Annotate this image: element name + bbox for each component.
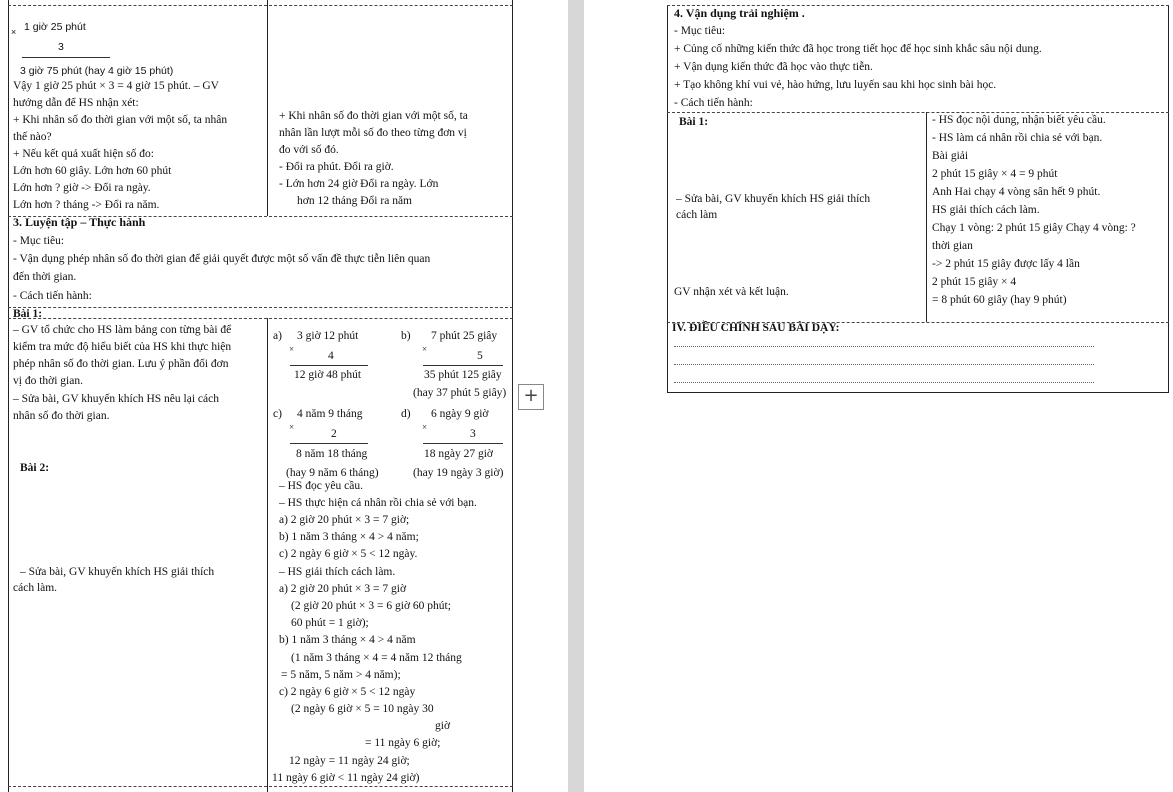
add-button[interactable]: + bbox=[518, 384, 544, 410]
section-heading: IV. ĐIỀU CHỈNH SAU BÀI DẠY: bbox=[672, 322, 840, 334]
calc-rule bbox=[423, 365, 503, 366]
page-right bbox=[584, 0, 1173, 792]
blank-line bbox=[674, 346, 1094, 347]
calc-factor: 4 bbox=[328, 350, 334, 362]
row-divider bbox=[8, 5, 513, 6]
calc-rule bbox=[290, 443, 368, 444]
text-line: – Sửa bài, GV khuyến khích HS nêu lại cách bbox=[13, 393, 219, 405]
calc-result: 12 giờ 48 phút bbox=[294, 369, 362, 381]
table-border-left bbox=[8, 0, 9, 792]
row-divider bbox=[8, 318, 513, 319]
text-line: - Vận dụng phép nhân số đo thời gian để giải quyết được một số vấn đề thực tiễn liên quan bbox=[13, 253, 431, 265]
column-divider-bottom bbox=[267, 318, 268, 792]
exercise-label: Bài 2: bbox=[20, 462, 50, 474]
text-line: 2 phút 15 giây × 4 = 9 phút bbox=[932, 168, 1058, 180]
calc-result: 8 năm 18 tháng bbox=[296, 448, 368, 460]
exercise-label: Bài 1: bbox=[13, 308, 43, 320]
text-line: + Củng cố những kiến thức đã học trong tiết học để học sinh khắc sâu nội dung. bbox=[674, 43, 1042, 55]
text-line: hơn 12 tháng Đổi ra năm bbox=[297, 195, 412, 207]
text-line: cách làm. bbox=[13, 582, 58, 594]
calc-rule bbox=[423, 443, 503, 444]
text-line: HS giải thích cách làm. bbox=[932, 204, 1040, 216]
calc-label: d) bbox=[401, 408, 411, 420]
calc-result: 35 phút 125 giây bbox=[424, 369, 502, 381]
text-line: - Lớn hơn 24 giờ Đổi ra ngày. Lớn bbox=[279, 178, 439, 190]
text-line: Vậy 1 giờ 25 phút × 3 = 4 giờ 15 phút. – GV bbox=[13, 80, 219, 92]
text-line: - HS đọc nội dung, nhận biết yêu cầu. bbox=[932, 114, 1106, 126]
text-line: Lớn hơn ? giờ -> Đổi ra ngày. bbox=[13, 182, 151, 194]
text-line: – Sửa bài, GV khuyến khích HS giải thích bbox=[20, 566, 215, 578]
page-left bbox=[0, 0, 568, 792]
calc-top: 3 giờ 12 phút bbox=[297, 330, 359, 342]
text-line: + Tạo không khí vui vẻ, hào hứng, lưu luyến sau khi học sinh bài học. bbox=[674, 79, 997, 91]
text-line: 1 giờ 25 phút bbox=[24, 21, 86, 33]
calc-rule bbox=[290, 365, 368, 366]
text-line: b) 1 năm 3 tháng × 4 > 4 năm bbox=[279, 634, 416, 646]
multiply-sign: × bbox=[422, 422, 428, 432]
row-divider bbox=[8, 786, 513, 787]
text-line: Chạy 1 vòng: 2 phút 15 giây Chạy 4 vòng: ? bbox=[932, 222, 1136, 234]
row-divider bbox=[667, 112, 1169, 113]
text-line: phép nhân số đo thời gian. Lưu ý phần đổi đơn bbox=[13, 358, 229, 370]
calc-factor: 3 bbox=[470, 428, 476, 440]
table-border-left bbox=[667, 5, 668, 393]
text-line: 11 ngày 6 giờ < 11 ngày 24 giờ) bbox=[272, 772, 420, 784]
text-line: -> 2 phút 15 giây được lấy 4 lần bbox=[932, 258, 1080, 270]
multiply-sign: × bbox=[11, 27, 17, 37]
text-line: + Khi nhân số đo thời gian với một số, ta bbox=[279, 110, 468, 122]
text-line: – HS giải thích cách làm. bbox=[279, 566, 396, 578]
text-line: - HS làm cá nhân rồi chia sẻ với bạn. bbox=[932, 132, 1103, 144]
text-line: c) 2 ngày 6 giờ × 5 < 12 ngày. bbox=[279, 548, 418, 560]
text-line: đến thời gian. bbox=[13, 271, 77, 283]
blank-line bbox=[674, 382, 1094, 383]
text-line: Anh Hai chạy 4 vòng sân hết 9 phút. bbox=[932, 186, 1101, 198]
text-line: b) 1 năm 3 tháng × 4 > 4 năm; bbox=[279, 531, 419, 543]
calc-label: a) bbox=[273, 330, 282, 342]
text-line: nhân lần lượt mỗi số đo theo từng đơn vị bbox=[279, 127, 467, 139]
text-line: 60 phút = 1 giờ); bbox=[291, 617, 369, 629]
multiply-sign: × bbox=[289, 344, 295, 354]
text-line: nhân số đo thời gian. bbox=[13, 410, 110, 422]
text-line: thế nào? bbox=[13, 131, 52, 143]
exercise-label: Bài 1: bbox=[679, 116, 709, 128]
text-line: - Cách tiến hành: bbox=[13, 290, 92, 302]
text-line: = 11 ngày 6 giờ; bbox=[365, 737, 441, 749]
text-line: - Mục tiêu: bbox=[674, 25, 726, 37]
calc-note: (hay 9 năm 6 tháng) bbox=[286, 467, 379, 479]
blank-line bbox=[674, 364, 1094, 365]
text-line: cách làm bbox=[676, 209, 718, 221]
section-heading: 3. Luyện tập – Thực hành bbox=[13, 215, 146, 229]
text-line: giờ bbox=[435, 720, 451, 732]
calc-rule bbox=[22, 57, 110, 58]
text-line: - Cách tiến hành: bbox=[674, 97, 753, 109]
text-line: thời gian bbox=[932, 240, 973, 252]
text-line: Bài giải bbox=[932, 150, 969, 162]
calc-note: (hay 37 phút 5 giây) bbox=[413, 387, 507, 399]
table-border-right bbox=[512, 0, 513, 792]
text-line: + Nếu kết quả xuất hiện số đo: bbox=[13, 148, 154, 160]
text-line: kiểm tra mức độ hiểu biết của HS khi thực hiện bbox=[13, 341, 232, 353]
text-line: – HS đọc yêu cầu. bbox=[279, 480, 363, 492]
text-line: (2 giờ 20 phút × 3 = 6 giờ 60 phút; bbox=[291, 600, 451, 612]
calc-top: 7 phút 25 giây bbox=[431, 330, 498, 342]
text-line: vị đo thời gian. bbox=[13, 375, 83, 387]
calc-note: (hay 19 ngày 3 giờ) bbox=[413, 467, 504, 479]
text-line: 2 phút 15 giây × 4 bbox=[932, 276, 1017, 288]
text-line: đo với số đó. bbox=[279, 144, 339, 156]
calc-factor: 5 bbox=[477, 350, 483, 362]
text-line: + Vận dụng kiến thức đã học vào thực tiễn. bbox=[674, 61, 873, 73]
calc-label: b) bbox=[401, 330, 411, 342]
column-divider-top bbox=[267, 0, 268, 216]
text-line: 3 giờ 75 phút (hay 4 giờ 15 phút) bbox=[20, 65, 174, 77]
multiply-sign: × bbox=[289, 422, 295, 432]
text-line: Lớn hơn 60 giây. Lớn hơn 60 phút bbox=[13, 165, 172, 177]
text-line: 12 ngày = 11 ngày 24 giờ; bbox=[289, 755, 410, 767]
table-border-right bbox=[1168, 5, 1169, 393]
table-border-bottom bbox=[667, 392, 1169, 393]
text-line: GV nhận xét và kết luận. bbox=[674, 286, 789, 298]
text-line: – Sửa bài, GV khuyến khích HS giải thích bbox=[676, 193, 871, 205]
text-line: = 5 năm, 5 năm > 4 năm); bbox=[281, 669, 401, 681]
calc-factor: 2 bbox=[331, 428, 337, 440]
section-heading: 4. Vận dụng trải nghiệm . bbox=[674, 6, 805, 20]
text-line: - Đổi ra phút. Đổi ra giờ. bbox=[279, 161, 394, 173]
text-line: (2 ngày 6 giờ × 5 = 10 ngày 30 bbox=[291, 703, 434, 715]
calc-top: 6 ngày 9 giờ bbox=[431, 408, 489, 420]
multiply-sign: × bbox=[422, 344, 428, 354]
text-line: a) 2 giờ 20 phút × 3 = 7 giờ; bbox=[279, 514, 410, 526]
text-line: c) 2 ngày 6 giờ × 5 < 12 ngày bbox=[279, 686, 416, 698]
calc-result: 18 ngày 27 giờ bbox=[424, 448, 494, 460]
text-line: a) 2 giờ 20 phút × 3 = 7 giờ bbox=[279, 583, 407, 595]
text-line: = 8 phút 60 giây (hay 9 phút) bbox=[932, 294, 1067, 306]
text-line: 3 bbox=[58, 41, 64, 53]
row-divider bbox=[8, 307, 513, 308]
text-line: – GV tổ chức cho HS làm bảng con từng bài để bbox=[13, 324, 232, 336]
column-divider bbox=[926, 112, 927, 322]
text-line: hướng dẫn để HS nhận xét: bbox=[13, 97, 139, 109]
calc-label: c) bbox=[273, 408, 282, 420]
calc-top: 4 năm 9 tháng bbox=[297, 408, 363, 420]
text-line: - Mục tiêu: bbox=[13, 235, 65, 247]
text-line: (1 năm 3 tháng × 4 = 4 năm 12 tháng bbox=[291, 652, 462, 664]
text-line: Lớn hơn ? tháng -> Đổi ra năm. bbox=[13, 199, 160, 211]
text-line: – HS thực hiện cá nhân rồi chia sẻ với bạn. bbox=[279, 497, 477, 509]
text-line: + Khi nhân số đo thời gian với một số, ta nhân bbox=[13, 114, 228, 126]
